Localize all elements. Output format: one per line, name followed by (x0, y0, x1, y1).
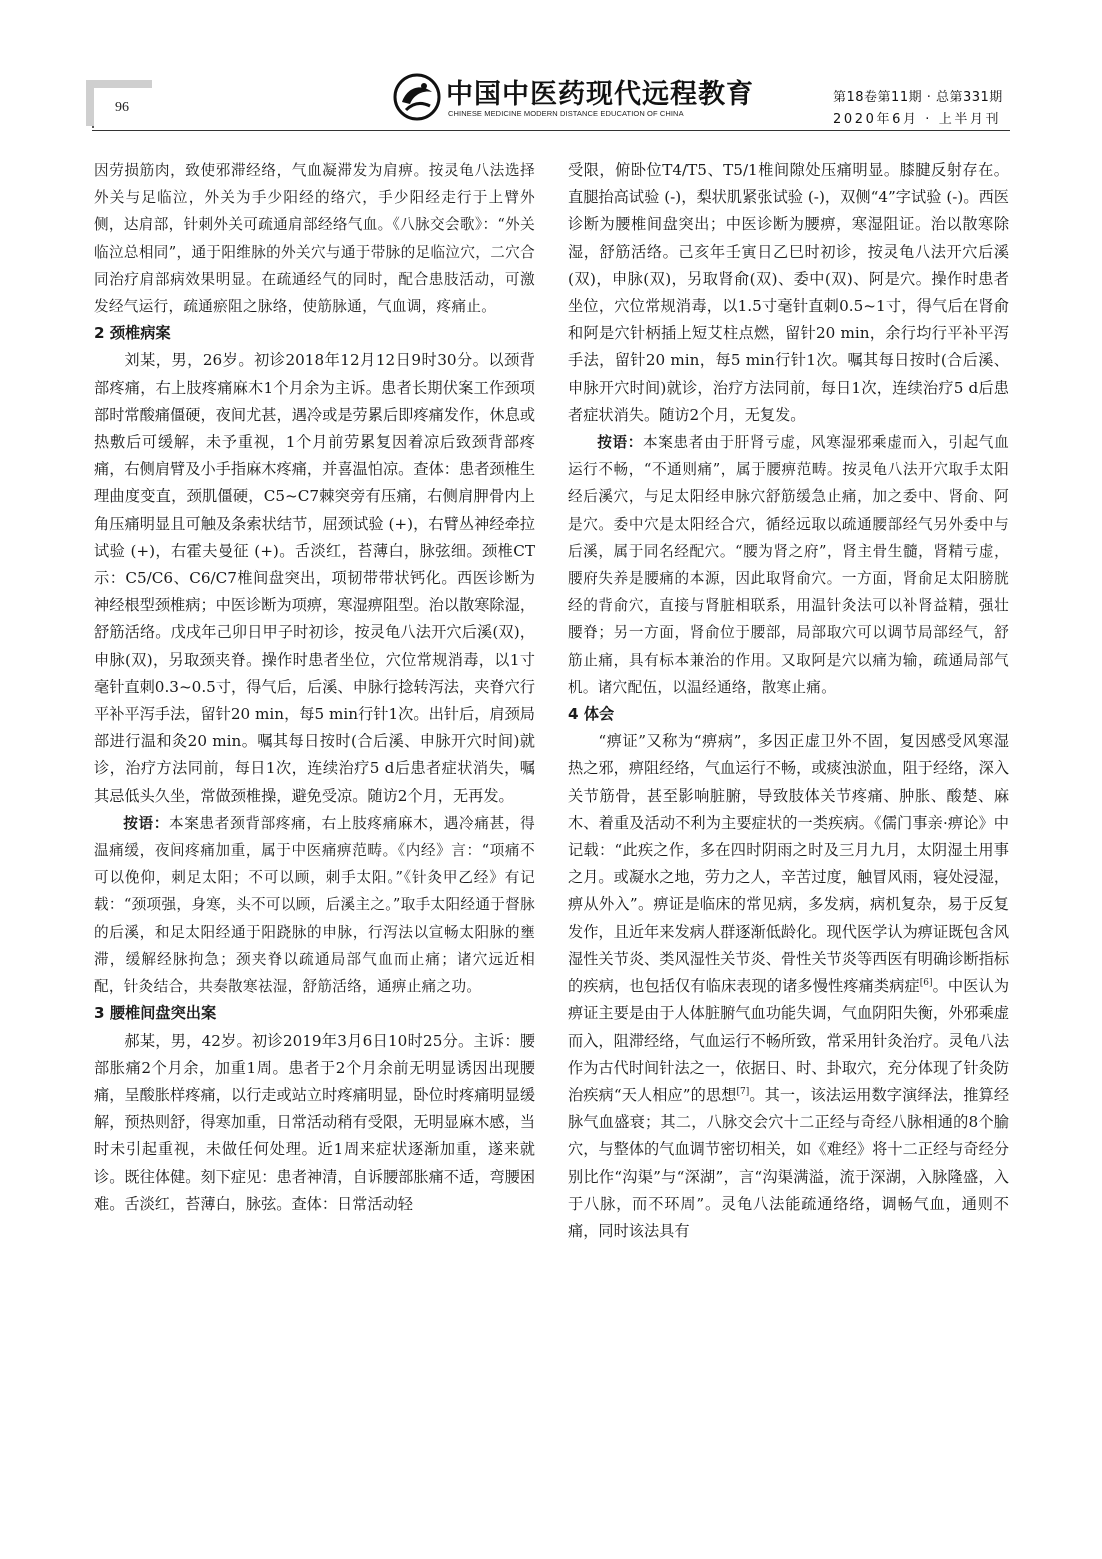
note-lead: 按语： (123, 814, 169, 832)
right-column (568, 157, 1009, 1245)
issue-info: 第18卷第11期 · 总第331期 (833, 90, 1003, 105)
section-heading-cervical: 2 颈椎病案 (94, 324, 171, 343)
section-heading-lumbar: 3 腰椎间盘突出案 (94, 1004, 217, 1023)
paragraph-shoulder-note-end: 因劳损筋肉，致使邪滞经络，气血凝滞发为肩痹。按灵龟八法选择外关与足临泣，外关为手少阳经的络穴，手少阳经走行于上臂外侧，达肩部，针刺外关可疏通肩部经络气血。《八脉交会歌》：“外关临泣总相同”，通于阳维脉的外关穴与通于带脉的足临泣穴，二穴合同治疗肩部病效果明显。在疏通经气的同时，配合患肢活动，可激发经气运行，疏通瘀阻之脉络，使筋脉通，气血调，疼痛止。 (94, 162, 535, 316)
journal-logo-icon (392, 72, 442, 122)
issue-date: 2020年6月 · 上半月刊 (833, 112, 1002, 127)
section-heading-experience: 4 体会 (568, 705, 615, 724)
journal-subtitle: CHINESE MEDICINE MODERN DISTANCE EDUCATION OF CHINA (448, 109, 684, 118)
reference-6[interactable]: [6] (919, 978, 933, 989)
experience-text-b: 。中医认为痹证主要是由于人体脏腑气血功能失调，气血阴阳失衡，外邪乘虚而入，阻滞经络，气血运行不畅所致，常采用针灸治疗。灵龟八法作为古代时间针法之一，依据日、时、卦取穴，充分体现了针灸防治疾病“天人相应”的思想 (568, 977, 1010, 1104)
paragraph-lumbar-case-cont: 受限，俯卧位T4/T5、T5/1椎间隙处压痛明显。膝腱反射存在。直腿抬高试验 (-)，梨状肌紧张试验 (-)，双侧“4”字试验 (-)。西医诊断为腰椎间盘突出；中医诊断为腰痹，寒湿阻证。治以散寒除湿，舒筋活络。己亥年壬寅日乙巳时初诊，按灵龟八法开穴后溪(双)，申脉(双)，另取肾俞(双)、委中(双)、阿是穴。操作时患者坐位，穴位常规消毒，以1.5寸毫针直刺0.5~1寸，得气后在肾俞和阿是穴针柄插上短艾柱点燃，留针20 min，余行均行平补平泻手法，留针20 min，每5 min行针1次。嘱其每日按时(合后溪、申脉开穴时间)就诊，治疗方法同前，每日1次，连续治疗5 d后患者症状消失。随访2个月，无复发。 (568, 161, 1009, 424)
note-text: 本案患者由于肝肾亏虚，风寒湿邪乘虚而入，引起气血运行不畅，“不通则痛”，属于腰痹范畴。按灵龟八法开穴取手太阳经后溪穴，与足太阳经申脉穴舒筋缓急止痛，加之委中、肾俞、阿是穴。委中穴是太阳经合穴，循经远取以疏通腰部经气另外委中与后溪，属于同名经配穴。“腰为肾之府”，肾主骨生髓，肾精亏虚，腰府失养是腰痛的本源，因此取肾俞穴。一方面，肾俞足太阳膀胱经的背俞穴，直接与肾脏相联系，用温针灸法可以补肾益精，强壮腰脊；另一方面，肾俞位于腰部，局部取穴可以调节局部经气，舒筋止痛，具有标本兼治的作用。又取阿是穴以痛为输，疏通局部气机。诸穴配伍，以温经通络，散寒止痛。 (568, 434, 1010, 696)
page-number-box (92, 86, 150, 128)
journal-title: 中国中医药现代远程教育 (446, 79, 754, 110)
experience-text-a: “痹证”又称为“痹病”，多因正虚卫外不固，复因感受风寒湿热之邪，痹阻经络，气血运行不畅，或痰浊淤血，阻于经络，深入关节筋骨，甚至影响脏腑，导致肢体关节疼痛、肿胀、酸楚、麻木、着重及活动不利为主要症状的一类疾病。《儒门事亲·痹论》中记载：“此疾之作，多在四时阴雨之时及三月九月，太阴湿土用事之月。或凝水之地，劳力之人，辛苦过度，触冒风雨，寝处浸湿，痹从外入”。痹证是临床的常见病，多发病，病机复杂，易于反复发作，且近年来发病人群逐渐低龄化。现代医学认为痹证既包含风湿性关节炎、类风湿性关节炎、骨性关节炎等西医有明确诊断指标的疾病，也包括仅有临床表现的诸多慢性疼痛类病症 (568, 732, 1009, 996)
paragraph-cervical-note (94, 810, 535, 1000)
reference-7[interactable]: [7] (736, 1086, 750, 1097)
left-column (94, 157, 535, 1218)
paragraph-lumbar-note (568, 429, 1009, 701)
paragraph-experience (568, 728, 1009, 1245)
paragraph-lumbar-case: 郝某，男，42岁。初诊2019年3月6日10时25分。主诉：腰部胀痛2个月余，加重1周。患者于2个月余前无明显诱因出现腰痛，呈酸胀样疼痛，以行走或站立时疼痛明显，卧位时疼痛明显缓解，预热则舒，得寒加重，日常活动稍有受限，无明显麻木感，当时未引起重视，未做任何处理。近1周来症状逐渐加重，遂来就诊。既往体健。刻下症见：患者神清，自诉腰部胀痛不适，弯腰困难。舌淡红，苔薄白，脉弦。查体：日常活动轻 (94, 1031, 535, 1213)
experience-text-c: 。其一，该法运用数字演绎法，推算经脉气血盛衰；其二，八脉交会穴十二正经与奇经八脉相通的8个腧穴，与整体的气血调节密切相关，如《难经》将十二正经与奇经分别比作“沟渠”与“深湖”，言“沟渠满溢，流于深湖，入脉隆盛，入于八脉，而不环周”。灵龟八法能疏通络络，调畅气血，通则不痛，同时该法具有 (568, 1085, 1010, 1240)
paragraph-cervical-case: 刘某，男，26岁。初诊2018年12月12日9时30分。以颈背部疼痛，右上肢疼痛麻木1个月余为主诉。患者长期伏案工作颈项部时常酸痛僵硬，夜间尤甚，遇冷或是劳累后即疼痛发作，休息或热敷后可缓解，未予重视，1个月前劳累复因着凉后致颈背部疼痛，右侧肩臂及小手指麻木疼痛，并喜温怕凉。查体：患者颈椎生理曲度变直，颈肌僵硬，C5~C7棘突旁有压痛，右侧肩胛骨内上角压痛明显且可触及条索状结节，屈颈试验 (+)，右臂丛神经牵拉试验 (+)，右霍夫曼征 (+)。舌淡红，苔薄白，脉弦细。颈椎CT示：C5/C6、C6/C7椎间盘突出，项韧带带状钙化。西医诊断为神经根型颈椎病；中医诊断为项痹，寒湿痹阻型。治以散寒除湿，舒筋活络。戊戌年己卯日甲子时初诊，按灵龟八法开穴后溪(双)，申脉(双)，另取颈夹脊。操作时患者坐位，穴位常规消毒，以1寸毫针直刺0.3~0.5寸，得气后，后溪、申脉行捻转泻法，夹脊穴行平补平泻手法，留针20 min，每5 min行针1次。出针后，肩颈局部进行温和灸20 min。嘱其每日按时(合后溪、申脉开穴时间)就诊，治疗方法同前，每日1次，连续治疗5 d后患者症状消失，嘱其忌低头久坐，常做颈椎操，避免受凉。随访2个月，无再发。 (94, 351, 535, 805)
note-lead: 按语： (597, 434, 643, 452)
note-text: 本案患者颈背部疼痛，右上肢疼痛麻木，遇冷痛甚，得温痛缓，夜间疼痛加重，属于中医痛痹范畴。《内经》言：“项痛不可以俛仰，刺足太阳；不可以顾，刺手太阳。”《针灸甲乙经》有记载：“颈项强，身寒，头不可以顾，后溪主之。”取手太阳经通于督脉的后溪，和足太阳经通于阳跷脉的申脉，行泻法以宣畅太阳脉的壅滞，缓解经脉拘急；颈夹脊以疏通局部气血而止痛；诸穴远近相配，针灸结合，共奏散寒祛湿，舒筋活络，通痹止痛之功。 (94, 814, 536, 996)
header-rule (92, 130, 1010, 131)
page-number: 96 (115, 100, 129, 115)
